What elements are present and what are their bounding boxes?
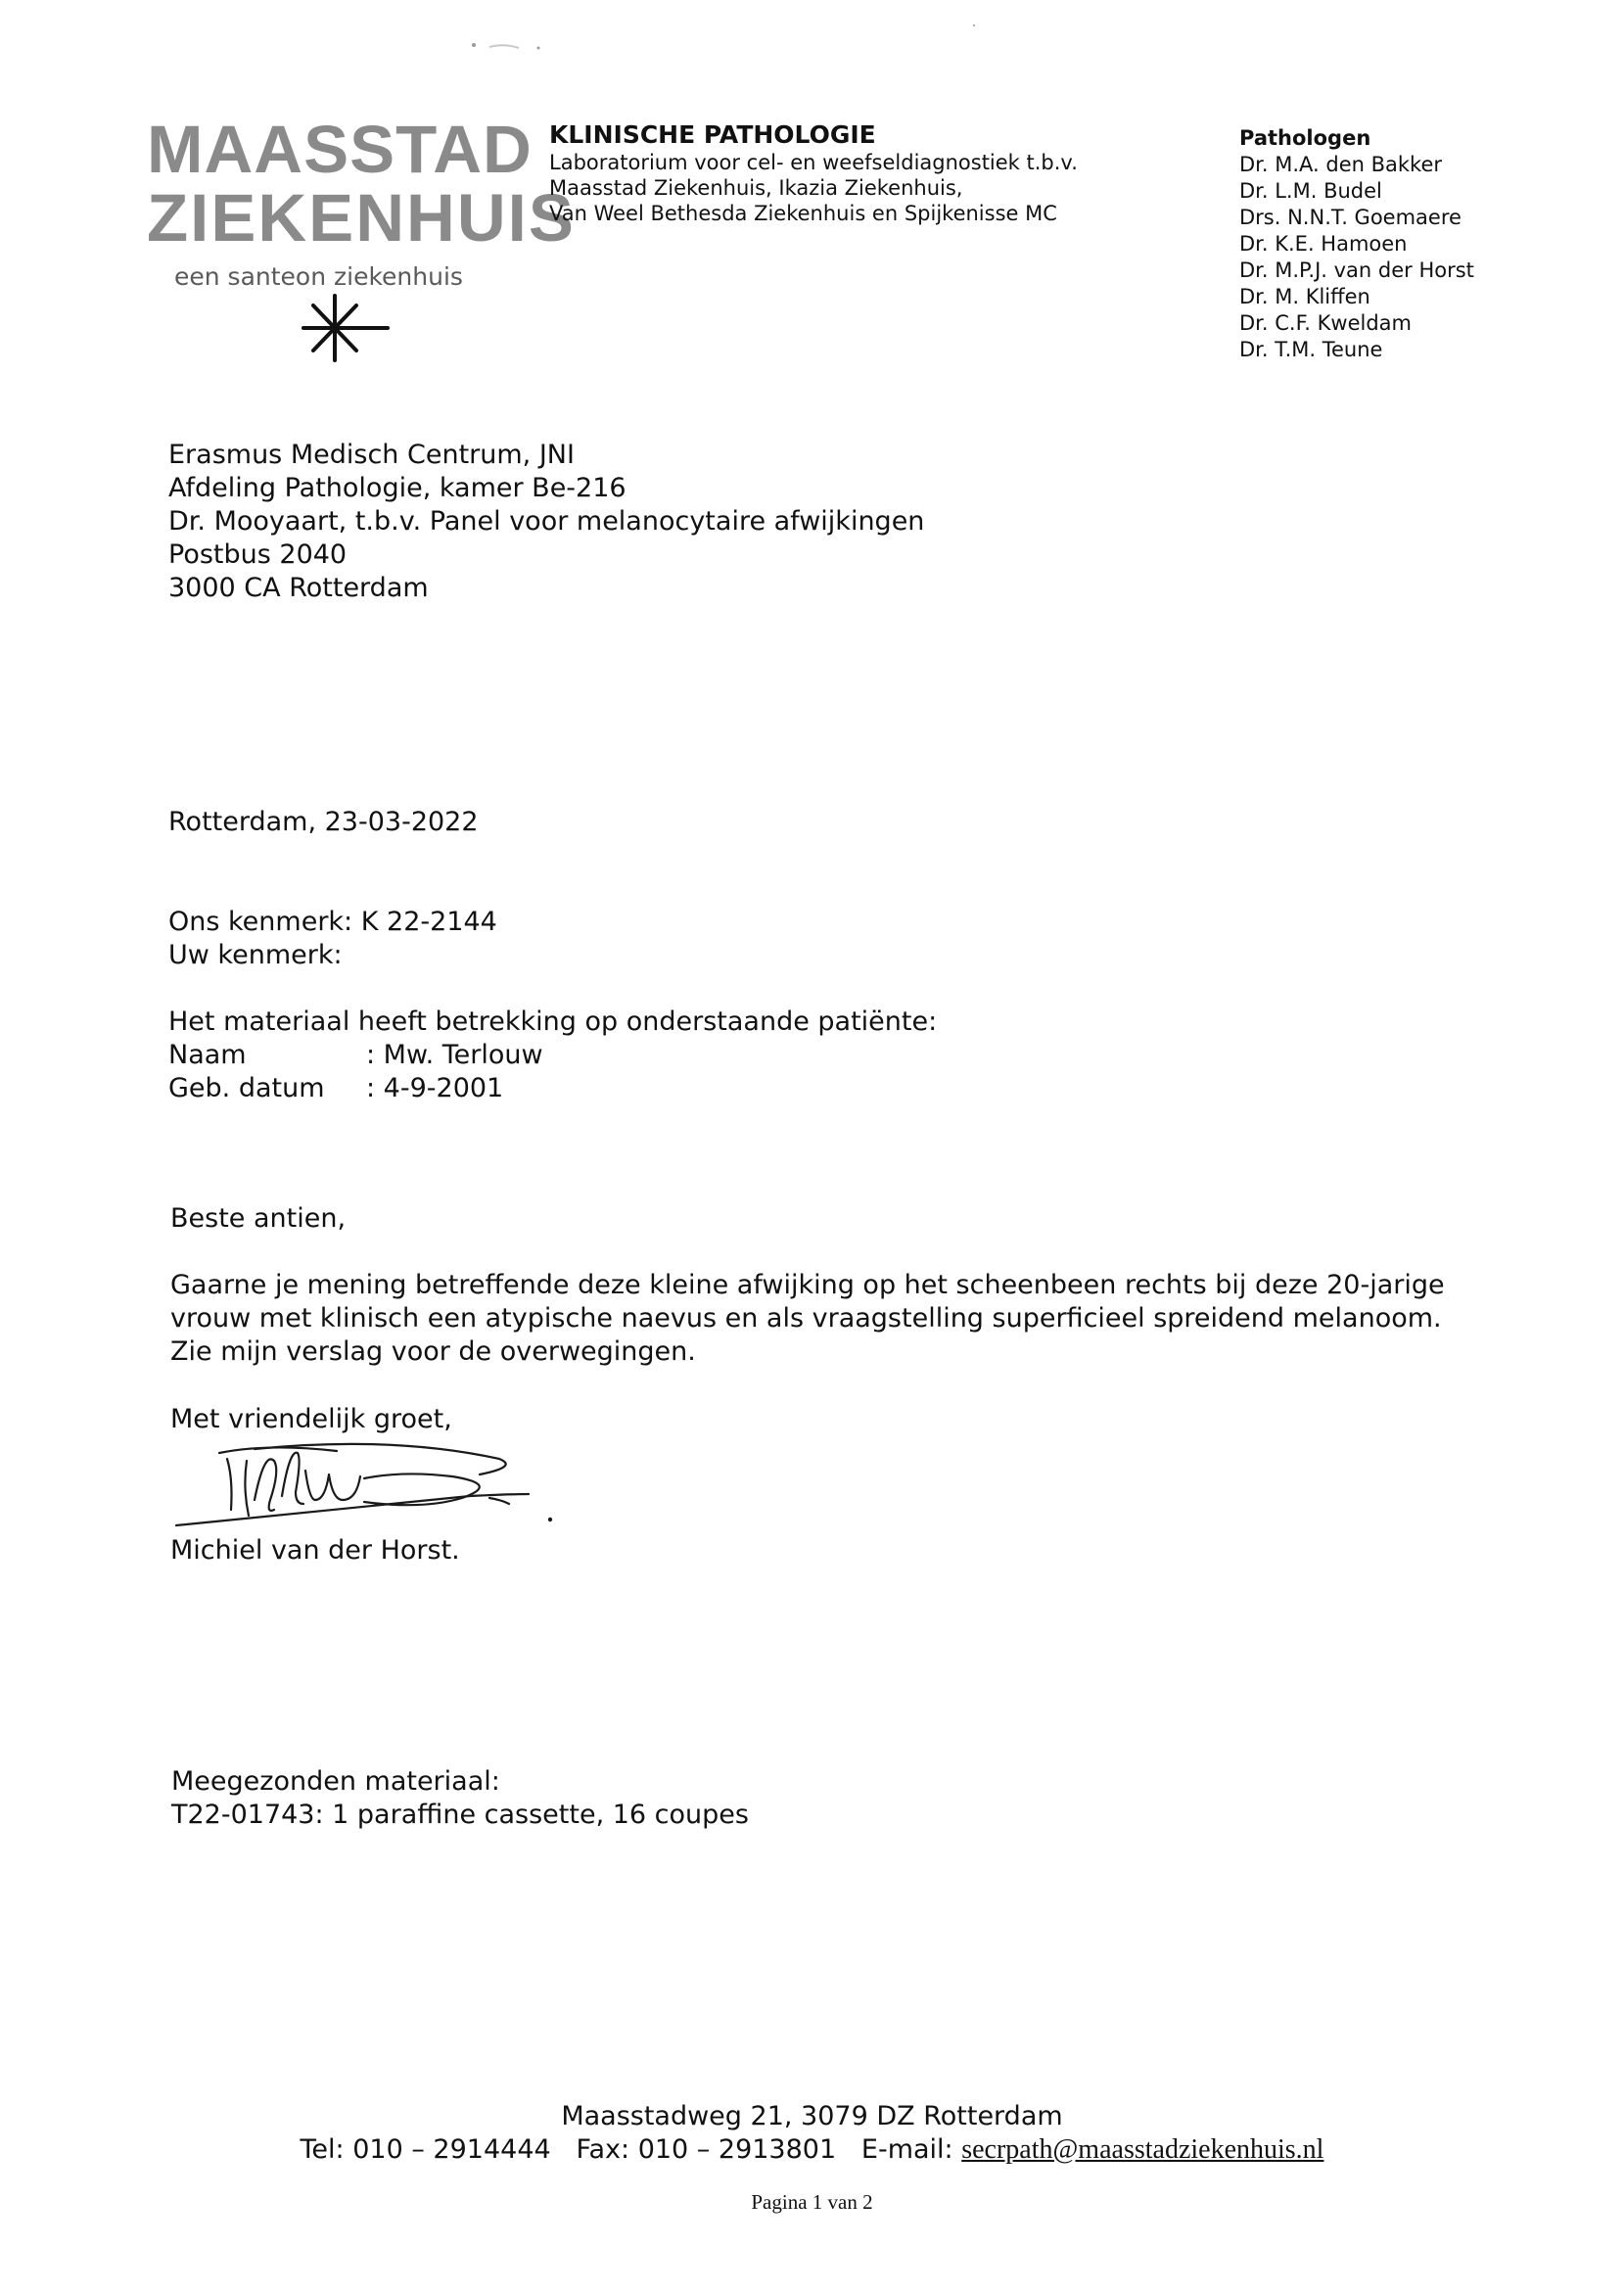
pathologist-name: Dr. T.M. Teune bbox=[1239, 338, 1383, 361]
patient-intro: Het materiaal heeft betrekking op onderstaande patiënte: bbox=[168, 1006, 938, 1037]
handwritten-signature bbox=[157, 1431, 568, 1539]
pathologists-title: Pathologen bbox=[1239, 126, 1371, 150]
patient-dob-value: : 4-9-2001 bbox=[366, 1073, 504, 1103]
pathologist-name: Dr. L.M. Budel bbox=[1239, 179, 1382, 203]
your-reference: Uw kenmerk: bbox=[168, 940, 343, 970]
recipient-line: Erasmus Medisch Centrum, JNI bbox=[168, 440, 575, 470]
patient-dob-row bbox=[168, 1072, 937, 1105]
logo-tagline: een santeon ziekenhuis bbox=[174, 262, 463, 291]
place-date: Rotterdam, 23-03-2022 bbox=[168, 807, 479, 837]
logo-line-2: ZIEKENHUIS bbox=[147, 180, 576, 256]
pathologist-name: Dr. M.A. den Bakker bbox=[1239, 153, 1443, 176]
pathologists-list bbox=[1239, 125, 1474, 363]
page-number: Pagina 1 van 2 bbox=[751, 2190, 873, 2214]
pathologist-name: Dr. M.P.J. van der Horst bbox=[1239, 258, 1474, 282]
patient-block bbox=[168, 1006, 937, 1105]
footer-tel: Tel: 010 – 2914444 bbox=[300, 2134, 551, 2165]
sent-material bbox=[171, 1765, 749, 1832]
footer-address: Maasstadweg 21, 3079 DZ Rotterdam bbox=[561, 2101, 1063, 2131]
pathologist-name: Dr. C.F. Kweldam bbox=[1239, 311, 1412, 335]
message-body bbox=[170, 1269, 1445, 1369]
asterisk-star-icon bbox=[294, 294, 392, 364]
signer-name: Michiel van der Horst. bbox=[170, 1535, 460, 1566]
message-line: Gaarne je mening betreffende deze kleine afwijking op het scheenbeen rechts bij deze 20-jarige bbox=[170, 1270, 1445, 1300]
patient-name-row bbox=[168, 1039, 937, 1072]
footer-email-link[interactable]: secrpath@maasstadziekenhuis.nl bbox=[961, 2134, 1324, 2165]
message-line: Zie mijn verslag voor de overwegingen. bbox=[170, 1336, 696, 1367]
logo-line-1: MAASSTAD bbox=[147, 112, 533, 187]
footer-fax: Fax: 010 – 2913801 bbox=[576, 2134, 837, 2165]
hospital-logo bbox=[147, 112, 576, 292]
our-reference: Ons kenmerk: K 22-2144 bbox=[168, 907, 497, 937]
material-title: Meegezonden materiaal: bbox=[171, 1766, 500, 1797]
department-line: Laboratorium voor cel- en weefseldiagnostiek t.b.v. bbox=[549, 151, 1078, 174]
patient-dob-label: Geb. datum bbox=[168, 1073, 325, 1103]
department-line: Maasstad Ziekenhuis, Ikazia Ziekenhuis, bbox=[549, 176, 963, 200]
footer-email-label: E-mail: bbox=[860, 2134, 953, 2165]
pathologist-name: Drs. N.N.T. Goemaere bbox=[1239, 206, 1462, 229]
message-line: vrouw met klinisch een atypische naevus en als vraagstelling superficieel spreidend melanoom. bbox=[170, 1303, 1442, 1334]
recipient-line: 3000 CA Rotterdam bbox=[168, 573, 429, 603]
patient-name-value: : Mw. Terlouw bbox=[366, 1040, 543, 1070]
recipient-line: Postbus 2040 bbox=[168, 539, 348, 570]
pathologist-name: Dr. M. Kliffen bbox=[1239, 285, 1370, 308]
pathologist-name: Dr. K.E. Hamoen bbox=[1239, 232, 1408, 256]
scan-specks bbox=[450, 18, 998, 57]
recipient-address bbox=[168, 439, 924, 605]
department-line: Van Weel Bethesda Ziekenhuis en Spijkenisse MC bbox=[549, 202, 1057, 225]
footer-contact bbox=[0, 2132, 1624, 2168]
patient-name-label: Naam bbox=[168, 1040, 247, 1070]
recipient-line: Dr. Mooyaart, t.b.v. Panel voor melanocytaire afwijkingen bbox=[168, 506, 925, 537]
closing: Met vriendelijk groet, bbox=[170, 1404, 452, 1434]
recipient-line: Afdeling Pathologie, kamer Be-216 bbox=[168, 473, 626, 503]
department-title: KLINISCHE PATHOLOGIE bbox=[549, 120, 876, 149]
references-block bbox=[168, 906, 497, 972]
salutation: Beste antien, bbox=[170, 1203, 347, 1234]
material-item: T22-01743: 1 paraffine cassette, 16 coupes bbox=[171, 1800, 749, 1830]
department-block bbox=[549, 120, 1078, 226]
